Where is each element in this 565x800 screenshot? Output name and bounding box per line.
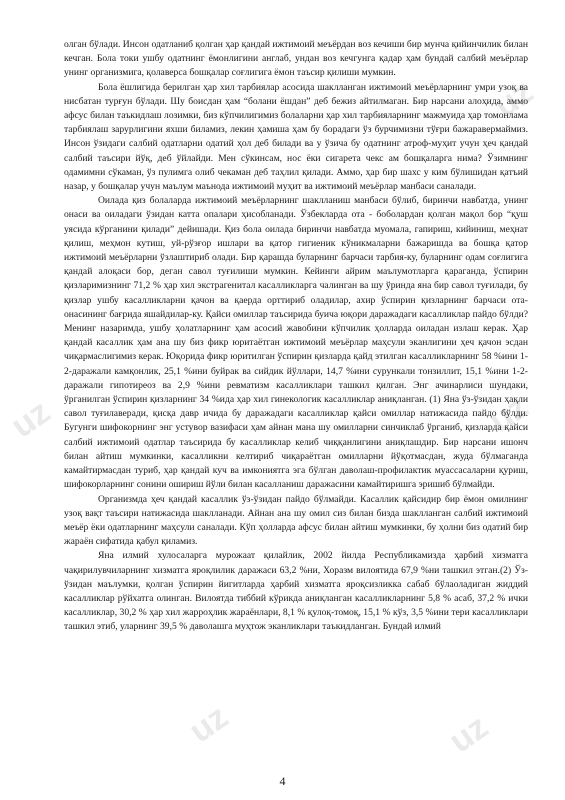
watermark: uz — [482, 387, 535, 441]
watermark: uz — [442, 707, 495, 761]
paragraph: Яна илмий хулосаларга мурожаат қилайлик, 2002 йилда Республикамизда ҳарбий хизматга чақирилувчиларнинг хизматга яроқлилик даражаси 63,2 %ни, Хоразм вилоятида 67,9 %ни ташкил этган.(2) Ўз-ўзидан маълумки, қолган ўспирин йигитларда ҳарбий хизматга яроқсизликка сабаб бўлаоладиган жиддий касалликлар рўйхатга олинган. Вилоятда тиббий кўрикда аниқланган касалликларнинг 5,8 % асаб, 37,2 % ички касалликлар, 30,2 % ҳар хил жарроҳлик жараёнлари, 8,1 % қулоқ-томоқ, 15,1 % кўз, 3,5 %ини тери касалликлари ташкил этиб, уларнинг 39,5 % даволашга муҳтож эканликлари таъкидланган. Бундай илмий — [64, 550, 528, 633]
watermark: uz — [182, 697, 235, 751]
watermark: uz — [487, 72, 540, 126]
document-body — [64, 38, 528, 635]
paragraph: Организмда ҳеч қандай касаллик ўз-ўзидан пайдо бўлмайди. Касаллик қайсидир бир ёмон омилнинг узоқ вақт таъсири натижасида шаклланади. Айнан ана шу омил сиз билан бизда шаклланган салбий ижтимоий меъёр ёки одатларнинг маҳсули саналади. Кўп ҳолларда афсус билан айтиш мумкинки, бу ҳолни биз одатий бир жараён сифатида қабул қиламиз. — [64, 493, 528, 548]
watermark: uz — [4, 392, 57, 446]
page-number: 4 — [279, 774, 286, 788]
paragraph-continuation: олган бўлади. Инсон одатланиб қолган ҳар қандай ижтимоий меъёрдан воз кечиши бир мунча қийинчилик билан кечган. Бола токи ушбу одатнинг ёмонлигини англаб, ундан воз кечгунга қадар ҳам бундай салбий меъёрлар унинг организмига, қолаверса бошқалар соғлигига ёмон таъсир қилиши мумкин. — [64, 39, 528, 79]
paragraph: Оилада қиз болаларда ижтимоий меъёрларнинг шаклланиш манбаси бўлиб, биринчи навбатда, унинг онаси ва оиладаги ўзидан катта опалари ҳисобланади. Ўзбекларда ота - боболардан қолган мақол бор “қуш уясида кўрганини қилади” дейишади. Қиз бола оилада биринчи навбатда муомала, гапириш, кийиниш, меҳнат қилиш, меҳмон кутиш, уй-рўзғор ишлари ва қатор гигиеник кўникмаларни бажаришда ва бошқа қатор ижтимоий меъёрларни ўзлаштириб олади. Бир қарашда буларнинг барчаси тарбия-ку, буларнинг одам соғлигига қандай алоқаси бор, деган савол туғилиши мумкин. Кейинги айрим маълумотларга қараганда, ўспирин қизларимизнинг 71,2 % ҳар хил экстрагенитал касалликларга чалинган ва шу ўринда яна бир савол туғилади, бу қизлар ушбу касалликларни қачон ва қаерда орттириб оладилар, ахир ўспирин қизларнинг барчаси ота-онасининг бағрида яшайдилар-ку. Қайси омиллар таъсирида буича юқори даражадаги касалликлар пайдо бўлди? Менинг назаримда, ушбу ҳолатларнинг ҳам асосий жавобини кўпчилик ҳолларда оиладан излаш керак. Ҳар қандай касаллик ҳам ана шу биз фикр юритаётган ижтимоий меъёрлар маҳсули эканлигини ҳеч қачон эсдан чиқармаслигимиз керак. Юқорида фикр юритилган ўспирин қизларда қайд этилган касалликларнинг 58 %ини 1-2-даражали камқонлик, 25,1 %ини буйрак ва сийдик йўллари, 14,7 %ини сурункали тонзиллит, 15,1 %ини 1-2-даражали гипотиреоз ва 2,9 %ини ревматизм касалликлари ташкил қилган. Энг ачинарлиси шундаки, ўрганилган ўспирин қизларнинг 34 %ида ҳар хил гинекологик касалликлар аниқланган. (1) Яна ўз-ўзидан ҳақли савол туғилаверади, қисқа давр ичида бу даражадаги касалликлар қайси омиллар натижасида пайдо бўлди. Бугунги шифокорнинг энг устувор вазифаси ҳам айнан мана шу омилларни синчиклаб ўрганиб, қизларда қайси салбий ижтимоий одатлар таъсирида бу касалликлар келиб чиққанлигини аниқлашдир. Бир нарсани ишонч билан айтиш мумкинки, касалликни келтириб чиқараётган омилларни йўқотмасдан, жуда бўлмаганда камайтирмасдан туриб, ҳар қандай куч ва имкониятга эга бўлган даволаш-профилактик муассасаларни қуриш, шифокорларнинг сонини ошириш йўли билан касалланиш даражасини камайтиришга эришиб бўлмайди. — [64, 195, 528, 491]
paragraph: Бола ёшлигида берилган ҳар хил тарбиялар асосида шаклланган ижтимоий меъёрларнинг умри узоқ ва нисбатан турғун бўлади. Шу боисдан ҳам “болани ёшдан” деб бежиз айтилмаган. Бир нарсани алоҳида, аммо афсус билан таъкидлаш лозимки, биз кўпчилигимиз болаларни ҳар хил тарбияларнинг мажмуида ҳар томонлама тарбиялаш зарурлигини яхши биламиз, лекин ҳамиша ҳам бу борадаги ўз бурчимизни тўғри бажаравермаймиз. Инсон ўзидаги салбий одатларни одатий ҳол деб билади ва у ўзича бу одатнинг атроф-муҳит учун ҳеч қандай салбий таъсири йўқ, деб ўйлайди. Мен сўкинсам, нос ёки сигарета чекс ам бошқаларга нима? Ўзимнинг одамимни сўкаман, ўз пулимга олиб чекаман деб таҳлил қилади. Аммо, ҳар бир шахс у ким бўлишидан қатъий назар, у бошқалар учун маълум маънода ижтимоий муҳит ва ижтимоий меъёрлар манбаси саналади. — [64, 81, 528, 193]
